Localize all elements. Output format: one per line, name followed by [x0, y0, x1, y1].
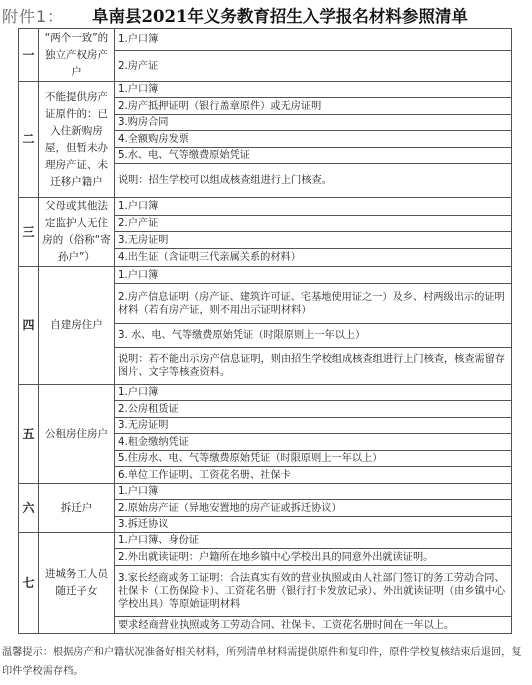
material-item: 4.全额购房发票	[115, 131, 512, 148]
material-item: 1.户口簿	[115, 29, 512, 51]
material-item: 6.单位工作证明、工资花名册、社保卡	[115, 467, 512, 484]
category-name: 公租房住房户	[39, 385, 115, 484]
material-item: 说明：若不能出示房产信息证明，则由招生学校组成核查组进行上门核查，核查需留存图片、文字等核查资料。	[115, 348, 512, 385]
category-number: 六	[19, 484, 39, 533]
material-item: 4.租金缴纳凭证	[115, 434, 512, 451]
material-item: 3. 水、电、气等缴费原始凭证（时限原则上一年以上）	[115, 324, 512, 348]
category-name: 不能提供房产证原件的：已入住新购房屋，但暂未办理房产证、未迁移户籍户	[39, 82, 115, 198]
table-row	[19, 267, 512, 284]
category-number: 七	[19, 533, 39, 634]
category-number: 二	[19, 82, 39, 198]
material-item: 2.房产抵押证明（银行盖章原件）或无房证明	[115, 98, 512, 115]
material-item: 2.房产信息证明（房产证、建筑许可证、宅基地使用证之一）及乡、村两级出示的证明材料（若有房产证，则不用出示证明材料）	[115, 284, 512, 324]
material-item: 1.户口簿	[115, 198, 512, 216]
material-item: 1.户口簿	[115, 484, 512, 500]
material-item: 5.住房水、电、气等缴费原始凭证（时限原则上一年以上）	[115, 451, 512, 467]
category-name: 拆迁户	[39, 484, 115, 533]
material-item: 2.户产证	[115, 215, 512, 232]
document-title	[0, 0, 532, 30]
material-item: 1.户口簿、身份证	[115, 533, 512, 549]
category-number: 四	[19, 267, 39, 385]
table-row	[19, 533, 512, 549]
material-item: 3.拆迁协议	[115, 517, 512, 533]
material-item: 2.外出就读证明：户籍所在地乡镇中心学校出具的同意外出就读证明。	[115, 549, 512, 566]
materials-table	[18, 28, 512, 634]
material-item: 2.公房租赁证	[115, 401, 512, 418]
material-item: 1.户口簿	[115, 82, 512, 98]
table-row	[19, 82, 512, 98]
table-row	[19, 484, 512, 500]
category-name: 自建房住户	[39, 267, 115, 385]
page-title: 阜南县2021年义务教育招生入学报名材料参照清单	[92, 7, 468, 26]
category-number: 一	[19, 29, 39, 82]
materials-table-body	[19, 29, 512, 634]
category-name: 父母或其他法定监护人无住房的（俗称“寄孙户”）	[39, 198, 115, 267]
material-item: 5.水、电、气等缴费原始凭证	[115, 148, 512, 164]
material-item: 2.房产证	[115, 51, 512, 82]
category-name: 进城务工人员随迁子女	[39, 533, 115, 634]
material-item: 3.无房证明	[115, 418, 512, 434]
material-item: 1.户口簿	[115, 267, 512, 284]
material-item: 3.家长经商或务工证明：合法真实有效的营业执照或由人社部门签订的务工劳动合同、社保卡（工伤保险卡）、工资花名册（银行打卡发放记录）、外出就读证明（由乡镇中心学校出具）等原始证明材料	[115, 566, 512, 617]
material-item: 1.户口簿	[115, 385, 512, 401]
material-item: 3.购房合同	[115, 115, 512, 131]
reminder-note: 温馨提示：根据房产和户籍状况准备好相关材料，所列清单材料需提供原件和复印件，原件学校复核结束后退回，复印件学校需存档。	[2, 647, 522, 677]
table-row	[19, 385, 512, 401]
material-item: 3.无房证明	[115, 232, 512, 249]
attachment-label: 附件1：	[2, 7, 65, 26]
category-number: 五	[19, 385, 39, 484]
material-item: 4.出生证（含证明三代亲属关系的材料）	[115, 249, 512, 267]
table-row	[19, 29, 512, 51]
material-item: 要求经商营业执照或务工劳动合同、社保卡、工资花名册时间在一年以上。	[115, 617, 512, 634]
material-item: 说明：招生学校可以组成核查组进行上门核查。	[115, 164, 512, 198]
category-number: 三	[19, 198, 39, 267]
material-item: 2.原始房产证（异地安置地的房产证或拆迁协议）	[115, 500, 512, 517]
category-name: “两个一致”的独立产权房产户	[39, 29, 115, 82]
table-row	[19, 198, 512, 216]
